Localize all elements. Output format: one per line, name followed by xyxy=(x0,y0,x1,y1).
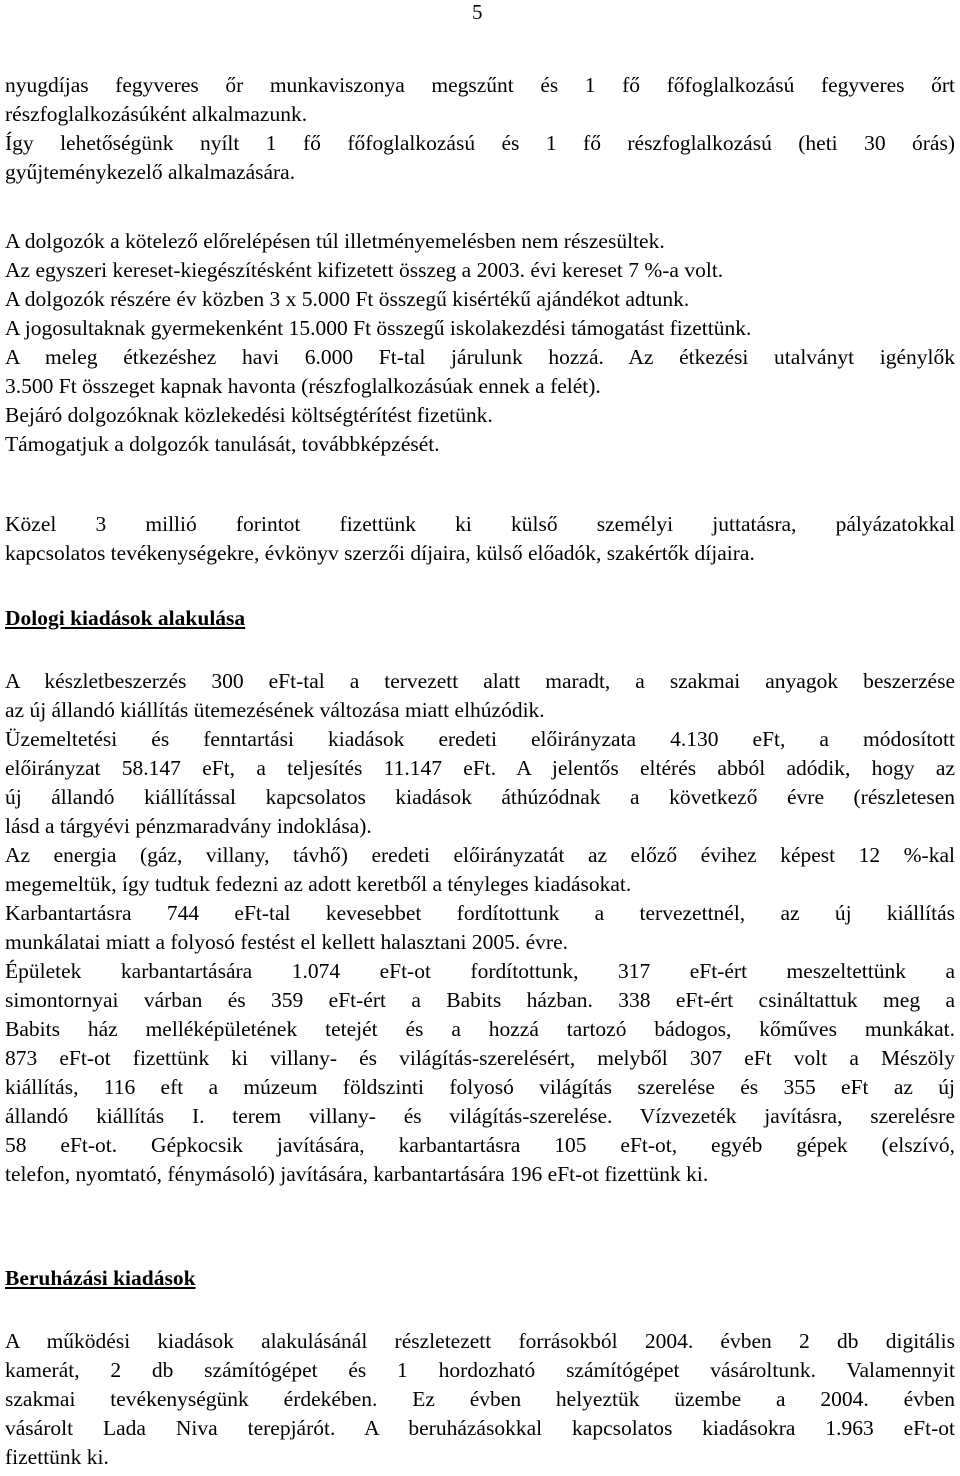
section-heading-investment-expenses: Beruházási kiadások xyxy=(5,1266,196,1290)
paragraph-investment-expenses xyxy=(5,1327,955,1472)
text-line: kiállítás, 116 eft a múzeum földszinti folyosó világítás szerelése és 355 eFt az új xyxy=(5,1075,955,1099)
text-line: az új állandó kiállítás ütemezésének változása miatt elhúzódik. xyxy=(5,698,545,722)
text-line: Az energia (gáz, villany, távhő) eredeti előirányzatát az előző évihez képest 12 %-kal xyxy=(5,843,955,867)
text-line: szakmai tevékenységünk érdekében. Ez évben helyeztük üzembe a 2004. évben xyxy=(5,1387,955,1411)
text-line: A működési kiadások alakulásánál részletezett forrásokból 2004. évben 2 db digitális xyxy=(5,1329,955,1353)
text-line: A meleg étkezéshez havi 6.000 Ft-tal járulunk hozzá. Az étkezési utalványt igénylők xyxy=(5,345,955,369)
text-line: Épületek karbantartására 1.074 eFt-ot fordítottunk, 317 eFt-ért meszeltettünk a xyxy=(5,959,955,983)
text-line: Babits ház melléképületének tetejét és a hozzá tartozó bádogos, kőműves munkákat. xyxy=(5,1017,955,1041)
text-line: A jogosultaknak gyermekenként 15.000 Ft összegű iskolakezdési támogatást fizettünk. xyxy=(5,316,752,340)
section-heading-material-expenses: Dologi kiadások alakulása xyxy=(5,606,246,630)
text-line: simontornyai várban és 359 eFt-ért a Babits házban. 338 eFt-ért csináltattuk meg a xyxy=(5,988,955,1012)
text-line: kapcsolatos tevékenységekre, évkönyv szerzői díjaira, külső előadók, szakértők díjaira. xyxy=(5,541,755,565)
text-line: Így lehetőségünk nyílt 1 fő főfoglalkozású és 1 fő részfoglalkozású (heti 30 órás) xyxy=(5,131,955,155)
text-line: 3.500 Ft összeget kapnak havonta (részfoglalkozásúak ennek a felét). xyxy=(5,374,601,398)
text-line: munkálatai miatt a folyosó festést el kellett halasztani 2005. évre. xyxy=(5,930,568,954)
text-line: Bejáró dolgozóknak közlekedési költségtérítést fizetünk. xyxy=(5,403,493,427)
text-line: fizettünk ki. xyxy=(5,1445,109,1469)
paragraph-external-payments xyxy=(5,510,955,568)
text-line: részfoglalkozásúként alkalmazunk. xyxy=(5,102,308,126)
paragraph-staffing xyxy=(5,71,955,187)
text-line: A készletbeszerzés 300 eFt-tal a tervezett alatt maradt, a szakmai anyagok beszerzése xyxy=(5,669,955,693)
text-line: gyűjteménykezelő alkalmazására. xyxy=(5,160,296,184)
text-line: nyugdíjas fegyveres őr munkaviszonya megszűnt és 1 fő főfoglalkozású fegyveres őrt xyxy=(5,73,955,97)
page-number: 5 xyxy=(472,0,483,24)
text-line: állandó kiállítás I. terem villany- és világítás-szerelése. Vízvezeték javításra, szerelésre xyxy=(5,1104,955,1128)
text-line: A dolgozók részére év közben 3 x 5.000 Ft összegű kisértékű ajándékot adtunk. xyxy=(5,287,690,311)
text-line: lásd a tárgyévi pénzmaradvány indoklása). xyxy=(5,814,372,838)
paragraph-benefits xyxy=(5,227,955,459)
text-line: Közel 3 millió forintot fizettünk ki külső személyi juttatásra, pályázatokkal xyxy=(5,512,955,536)
text-line: Az egyszeri kereset-kiegészítésként kifizetett összeg a 2003. évi kereset 7 %-a volt. xyxy=(5,258,724,282)
text-line: 58 eFt-ot. Gépkocsik javítására, karbantartásra 105 eFt-ot, egyéb gépek (elszívó, xyxy=(5,1133,955,1157)
text-line: megemeltük, így tudtuk fedezni az adott keretből a tényleges kiadásokat. xyxy=(5,872,632,896)
text-line: Karbantartásra 744 eFt-tal kevesebbet fordítottunk a tervezettnél, az új kiállítás xyxy=(5,901,955,925)
text-line: Üzemeltetési és fenntartási kiadások eredeti előirányzata 4.130 eFt, a módosított xyxy=(5,727,955,751)
paragraph-material-expenses xyxy=(5,667,955,1189)
text-line: telefon, nyomtató, fénymásoló) javítására, karbantartására 196 eFt-ot fizettünk ki. xyxy=(5,1162,709,1186)
text-line: Támogatjuk a dolgozók tanulását, továbbképzését. xyxy=(5,432,440,456)
text-line: kamerát, 2 db számítógépet és 1 hordozható számítógépet vásároltunk. Valamennyit xyxy=(5,1358,955,1382)
text-line: előirányzat 58.147 eFt, a teljesítés 11.147 eFt. A jelentős eltérés abból adódik, hogy az xyxy=(5,756,955,780)
text-line: 873 eFt-ot fizettünk ki villany- és világítás-szerelésért, melyből 307 eFt volt a Mészöly xyxy=(5,1046,955,1070)
text-line: vásárolt Lada Niva terepjárót. A beruházásokkal kapcsolatos kiadásokra 1.963 eFt-ot xyxy=(5,1416,955,1440)
text-line: új állandó kiállítással kapcsolatos kiadások áthúzódnak a következő évre (részletesen xyxy=(5,785,955,809)
text-line: A dolgozók a kötelező előrelépésen túl illetményemelésben nem részesültek. xyxy=(5,229,665,253)
